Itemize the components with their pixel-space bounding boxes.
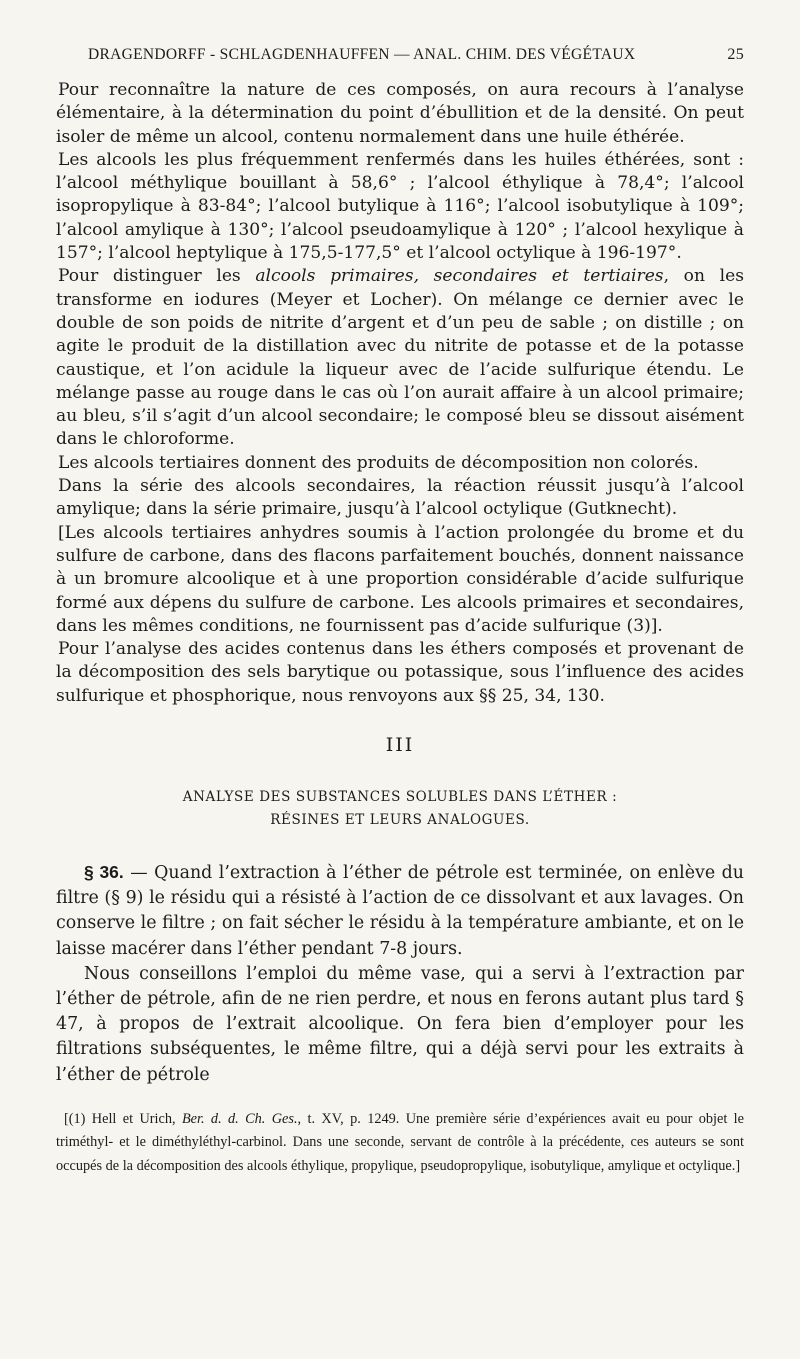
paragraph-text: , on les transforme en iodures (Meyer et Locher). On mélange ce dernier avec le double de son poids de nitrite d’argent et d’un peu de sable ; on distille ; on agite le produit de la distillation avec du nitrite de potasse et de la potasse caustique, et l’on acidule la liqueur avec de l’acide sulfurique étendu. Le mélange passe au rouge dans le cas où l’on aurait affaire à un alcool primaire; au bleu, s’il s’agit d’un alcool secondaire; le composé bleu se dissout aisément dans le chloroforme. xyxy=(56,266,744,450)
paragraph xyxy=(56,522,744,638)
paragraph xyxy=(56,79,744,149)
running-title: DRAGENDORFF - SCHLAGDENHAUFFEN — ANAL. CHIM. DES VÉGÉTAUX xyxy=(88,46,636,63)
paragraph-text: Pour distinguer les xyxy=(58,266,256,287)
paragraph-text: Les alcools les plus fréquemment renfermés dans les huiles éthérées, sont : l’alcool méthylique bouillant à 58,6° ; l’alcool éthylique à 78,4°; l’alcool isopropylique à 83-84°; l’alcool butylique à 116°; l’alcool isobutylique à 109°; l’alcool amylique à 130°; l’alcool pseudoamylique à 120° ; l’alcool hexylique à 157°; l’alcool heptylique à 175,5-177,5° et l’alcool octylique à 196-197°. xyxy=(56,149,744,264)
section-paragraph xyxy=(56,860,744,962)
paragraph-text: Les alcools tertiaires donnent des produits de décomposition non colorés. xyxy=(58,452,699,473)
paragraph-text: Dans la série des alcools secondaires, la réaction réussit jusqu’à l’alcool amylique; dans la série primaire, jusqu’à l’alcool octylique (Gutknecht). xyxy=(56,476,744,520)
paragraph-text: [Les alcools tertiaires anhydres soumis à l’action prolongée du brome et du sulfure de carbone, dans des flacons parfaitement bouchés, donnent naissance à un bromure alcoolique et à une proportion considérable d’acide sulfurique formé aux dépens du sulfure de carbone. Les alcools primaires et secondaires, dans les mêmes conditions, ne fournissent pas d’acide sulfurique (3)]. xyxy=(56,522,744,636)
section-paragraph xyxy=(56,962,744,1088)
section-subtitle: RÉSINES ET LEURS ANALOGUES. xyxy=(270,812,530,829)
paragraph-text: Pour reconnaître la nature de ces composés, on aura recours à l’analyse élémentaire, à la détermination du point d’ébullition et de la densité. On peut isoler de même un alcool, contenu normalement dans une huile éthérée. xyxy=(56,80,744,147)
running-header xyxy=(56,40,744,64)
paragraph-text: Pour l’analyse des acides contenus dans les éthers composés et provenant de la décomposition des sels barytique ou potassique, sous l’influence des acides sulfurique et phosphorique, nous renvoyons aux §§ 25, 34, 130. xyxy=(56,639,744,706)
section-title: ANALYSE DES SUBSTANCES SOLUBLES DANS L’ÉTHER : xyxy=(182,789,618,806)
footnote-text: [(1) Hell et Urich, xyxy=(64,1110,182,1127)
paragraph-number: § 36. xyxy=(84,862,124,883)
footnote-citation: Ber. d. d. Ch. Ges. xyxy=(181,1110,298,1127)
section-paragraph-text: Nous conseillons l’emploi du même vase, qui a servi à l’extraction par l’éther de pétrole, afin de ne rien perdre, et nous en ferons autant plus tard § 47, à propos de l’extrait alcoolique. On fera bien d’employer pour les filtrations subséquentes, le même filtre, qui a déjà servi pour les extraits à l’éther de pétrole xyxy=(56,963,744,1085)
section-body xyxy=(56,860,744,1088)
paragraph xyxy=(56,265,744,451)
paragraph xyxy=(56,149,744,265)
paragraph xyxy=(56,638,744,708)
body-text xyxy=(56,79,744,708)
footnote xyxy=(56,1108,744,1179)
footnote-paragraph xyxy=(56,1108,744,1179)
section-number: III xyxy=(385,734,415,757)
document-page xyxy=(56,40,744,1178)
footnote-text: , t. XV, p. 1249. Une première série d’expériences avait eu pour objet le triméthyl- et le diméthyléthyl-carbinol. Dans une seconde, servant de contrôle à la précédente, ces auteurs se sont occupés de la décomposition des alcools éthylique, propylique, pseudopropylique, isobutylique, amylique et octylique.] xyxy=(56,1110,744,1174)
page-number: 25 xyxy=(727,46,744,63)
section-paragraph-text: — Quand l’extraction à l’éther de pétrole est terminée, on enlève du filtre (§ 9) le résidu qui a résisté à l’action de ce dissolvant et aux lavages. On conserve le filtre ; on fait sécher le résidu à la température ambiante, et on le laisse macérer dans l’éther pendant 7-8 jours. xyxy=(56,863,744,959)
paragraph xyxy=(56,475,744,522)
paragraph xyxy=(56,452,744,475)
paragraph-italic-text: alcools primaires, secondaires et tertiaires xyxy=(255,266,664,287)
